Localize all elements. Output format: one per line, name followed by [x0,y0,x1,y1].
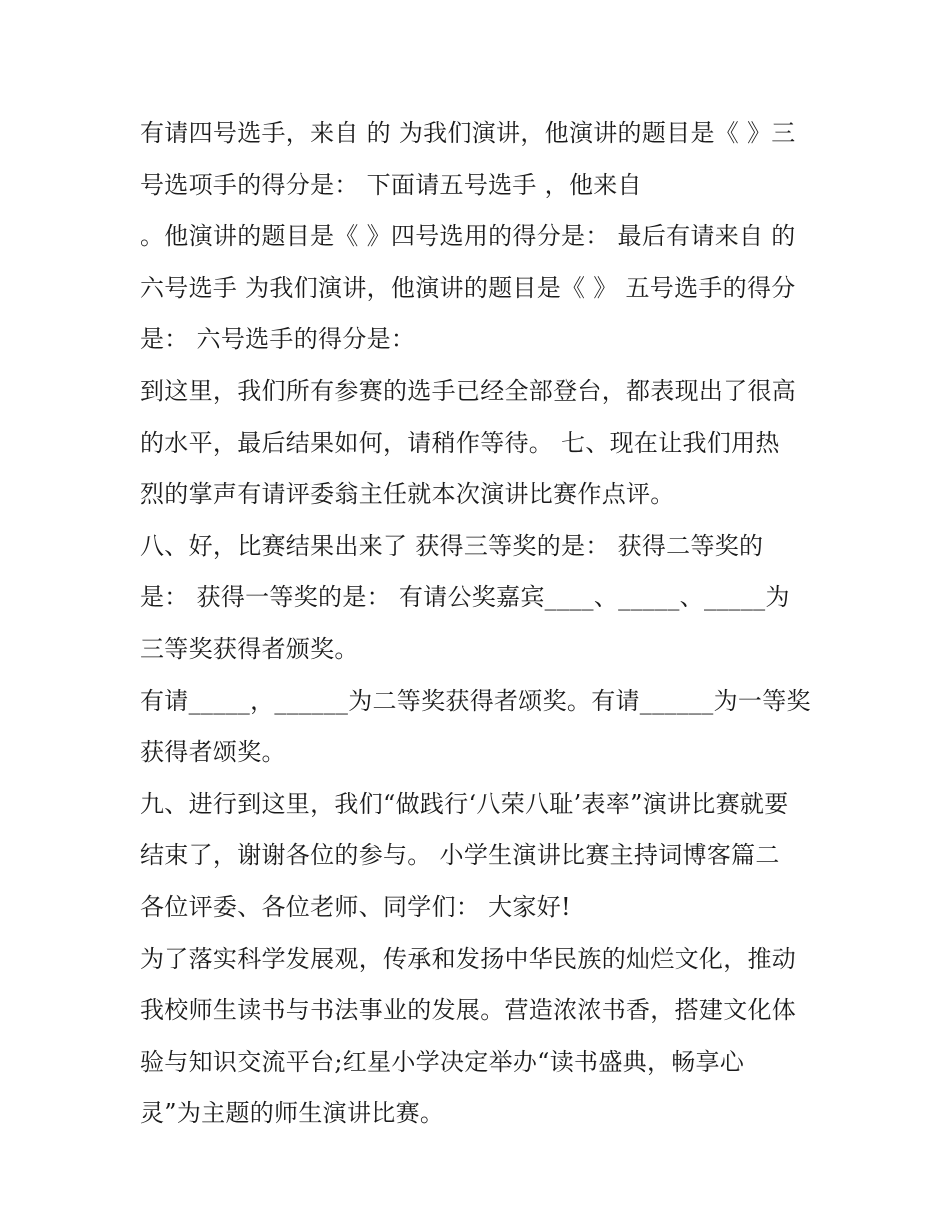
text-line: 结束了，谢谢各位的参与。 小学生演讲比赛主持词博客篇二 [140,841,780,870]
text-line: 是： 获得一等奖的是： 有请公奖嘉宾____、_____、_____为 [140,583,790,612]
text-line: 六号选手 为我们演讲，他演讲的题目是《 》 五号选手的得分 [140,273,796,302]
text-line: 为了落实科学发展观，传承和发扬中华民族的灿烂文化，推动 [140,944,797,973]
text-line: 获得者颂奖。 [140,738,286,767]
text-line: 。他演讲的题目是《 》四号选用的得分是： 最后有请来自 的 [140,222,796,251]
text-line: 各位评委、各位老师、同学们： 大家好! [140,892,571,921]
text-line: 到这里，我们所有参赛的选手已经全部登台，都表现出了很高 [140,376,797,405]
text-line: 有请_____，______为二等奖获得者颂奖。有请______为一等奖 [140,686,811,715]
text-line: 三等奖获得者颁奖。 [140,634,359,663]
text-line: 验与知识交流平台;红星小学决定举办“读书盛典，畅享心 [140,1047,745,1076]
document-body [140,108,840,1140]
text-line: 八、好，比赛结果出来了 获得三等奖的是： 获得二等奖的 [140,531,764,560]
text-line: 的水平，最后结果如何，请稍作等待。 七、现在让我们用热 [140,428,780,457]
text-line: 号选项手的得分是： 下面请五号选手 ，他来自 [140,170,642,199]
text-line: 烈的掌声有请评委翁主任就本次演讲比赛作点评。 [140,480,675,509]
text-line: 有请四号选手，来自 的 为我们演讲，他演讲的题目是《 》三 [140,119,796,147]
text-line: 我校师生读书与书法事业的发展。营造浓浓书香，搭建文化体 [140,996,797,1025]
text-line: 是： 六号选手的得分是： [140,325,416,354]
text-line: 九、进行到这里，我们“做践行‘八荣八耻’表率”演讲比赛就要 [140,789,789,818]
text-line: 灵”为主题的师生演讲比赛。 [140,1099,445,1128]
